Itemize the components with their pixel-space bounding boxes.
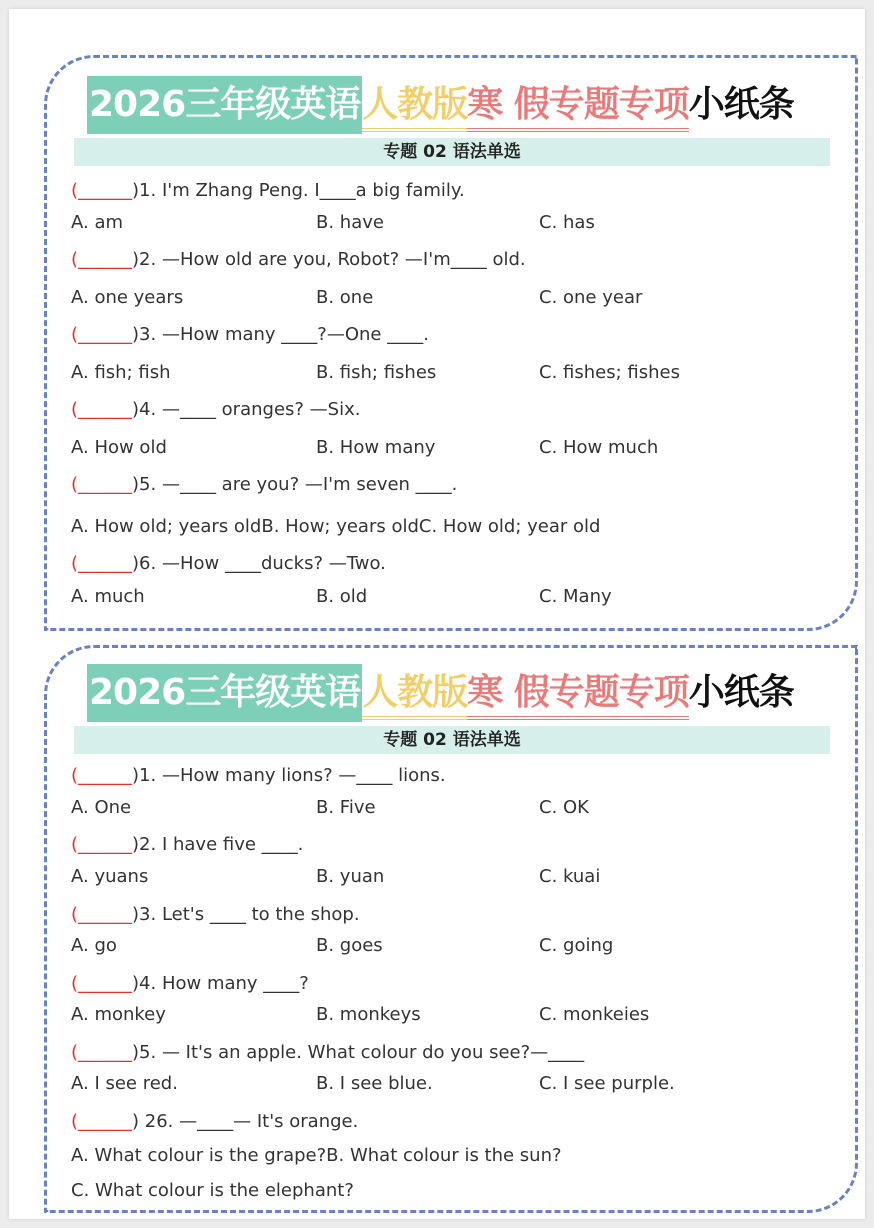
options-row (71, 864, 831, 890)
option-c: C. one year (539, 287, 643, 308)
question-text: )2. I have five ____. (132, 834, 304, 855)
options-row (71, 584, 831, 610)
option-c: C. Many (539, 586, 612, 607)
option-b: B. yuan (316, 866, 385, 887)
question-text: )4. —____ oranges? —Six. (132, 399, 361, 420)
options-row (71, 795, 831, 821)
question-text: )6. —How ____ducks? —Two. (132, 553, 386, 574)
option-c: C. monkeies (539, 1004, 650, 1025)
option-b: B. goes (316, 935, 383, 956)
answer-blank[interactable]: (______ (71, 324, 133, 345)
question-text: )2. —How old are you, Robot? —I'm____ old. (132, 249, 526, 270)
options-row (71, 1071, 831, 1097)
answer-blank[interactable]: (______ (71, 1111, 133, 1132)
question-stem (71, 1040, 831, 1066)
question-text: )1. I'm Zhang Peng. I____a big family. (132, 180, 465, 201)
option-b: B. Five (316, 797, 376, 818)
title-black-part: 小纸条 (688, 84, 794, 125)
option-c: C. going (539, 935, 614, 956)
question-stem (71, 1109, 831, 1135)
answer-blank[interactable]: (______ (71, 765, 133, 786)
option-c: C. How much (539, 437, 659, 458)
option-a: A. I see red. (71, 1073, 178, 1094)
option-b: B. I see blue. (316, 1073, 433, 1094)
question-text: )5. —____ are you? —I'm seven ____. (132, 474, 458, 495)
title-green-part: 2026三年级英语 (87, 664, 362, 722)
answer-blank[interactable]: (______ (71, 474, 133, 495)
option-c: C. fishes; fishes (539, 362, 680, 383)
option-b: B. monkeys (316, 1004, 421, 1025)
worksheet-card-1 (44, 55, 858, 631)
title-black-part: 小纸条 (688, 672, 794, 713)
question-stem (71, 551, 831, 577)
card-subtitle: 专题 02 语法单选 (74, 138, 830, 166)
options-line: A. How old; years oldB. How; years oldC. How old; year old (71, 516, 601, 537)
options-row (71, 360, 831, 386)
title-yellow-part: 人教版 (362, 76, 467, 132)
answer-blank[interactable]: (______ (71, 1042, 133, 1063)
question-stem (71, 832, 831, 858)
title-red-part: 寒 假专题专项 (467, 664, 689, 720)
option-b: B. old (316, 586, 368, 607)
option-a: A. How old (71, 437, 167, 458)
card-subtitle: 专题 02 语法单选 (74, 726, 830, 754)
option-c: C. OK (539, 797, 589, 818)
option-a: A. one years (71, 287, 184, 308)
options-row (71, 285, 831, 311)
options-row (71, 210, 831, 236)
question-text: )5. — It's an apple. What colour do you see?—____ (132, 1042, 585, 1063)
worksheet-card-2 (44, 645, 858, 1213)
answer-blank[interactable]: (______ (71, 904, 133, 925)
card-title (87, 664, 851, 722)
answer-blank[interactable]: (______ (71, 834, 133, 855)
options-line: A. What colour is the grape?B. What colour is the sun? (71, 1145, 562, 1166)
option-b: B. How many (316, 437, 436, 458)
question-stem (71, 472, 831, 498)
card-title (87, 76, 851, 134)
title-yellow-part: 人教版 (362, 664, 467, 720)
option-a: A. yuans (71, 866, 149, 887)
question-text: )3. —How many ____?—One ____. (132, 324, 429, 345)
option-b: B. one (316, 287, 374, 308)
question-stem (71, 322, 831, 348)
answer-blank[interactable]: (______ (71, 180, 133, 201)
option-a: A. go (71, 935, 117, 956)
question-stem (71, 902, 831, 928)
option-c: C. kuai (539, 866, 601, 887)
question-text: )3. Let's ____ to the shop. (132, 904, 360, 925)
answer-blank[interactable]: (______ (71, 399, 133, 420)
option-b: B. fish; fishes (316, 362, 437, 383)
option-c: C. has (539, 212, 595, 233)
answer-blank[interactable]: (______ (71, 249, 133, 270)
question-stem (71, 763, 831, 789)
option-c: C. I see purple. (539, 1073, 675, 1094)
option-a: A. One (71, 797, 132, 818)
option-a: A. much (71, 586, 145, 607)
question-stem (71, 178, 831, 204)
options-row (71, 933, 831, 959)
options-row (71, 435, 831, 461)
option-a: A. fish; fish (71, 362, 171, 383)
option-b: B. have (316, 212, 384, 233)
question-stem (71, 247, 831, 273)
question-text: )1. —How many lions? —____ lions. (132, 765, 446, 786)
option-a: A. monkey (71, 1004, 166, 1025)
title-red-part: 寒 假专题专项 (467, 76, 689, 132)
question-stem (71, 397, 831, 423)
option-a: A. am (71, 212, 124, 233)
question-text: ) 26. —____— It's orange. (132, 1111, 359, 1132)
options-row (71, 1002, 831, 1028)
answer-blank[interactable]: (______ (71, 553, 133, 574)
question-stem (71, 971, 831, 997)
worksheet-page (9, 9, 865, 1219)
title-green-part: 2026三年级英语 (87, 76, 362, 134)
question-text: )4. How many ____? (132, 973, 309, 994)
options-line: C. What colour is the elephant? (71, 1180, 354, 1201)
answer-blank[interactable]: (______ (71, 973, 133, 994)
